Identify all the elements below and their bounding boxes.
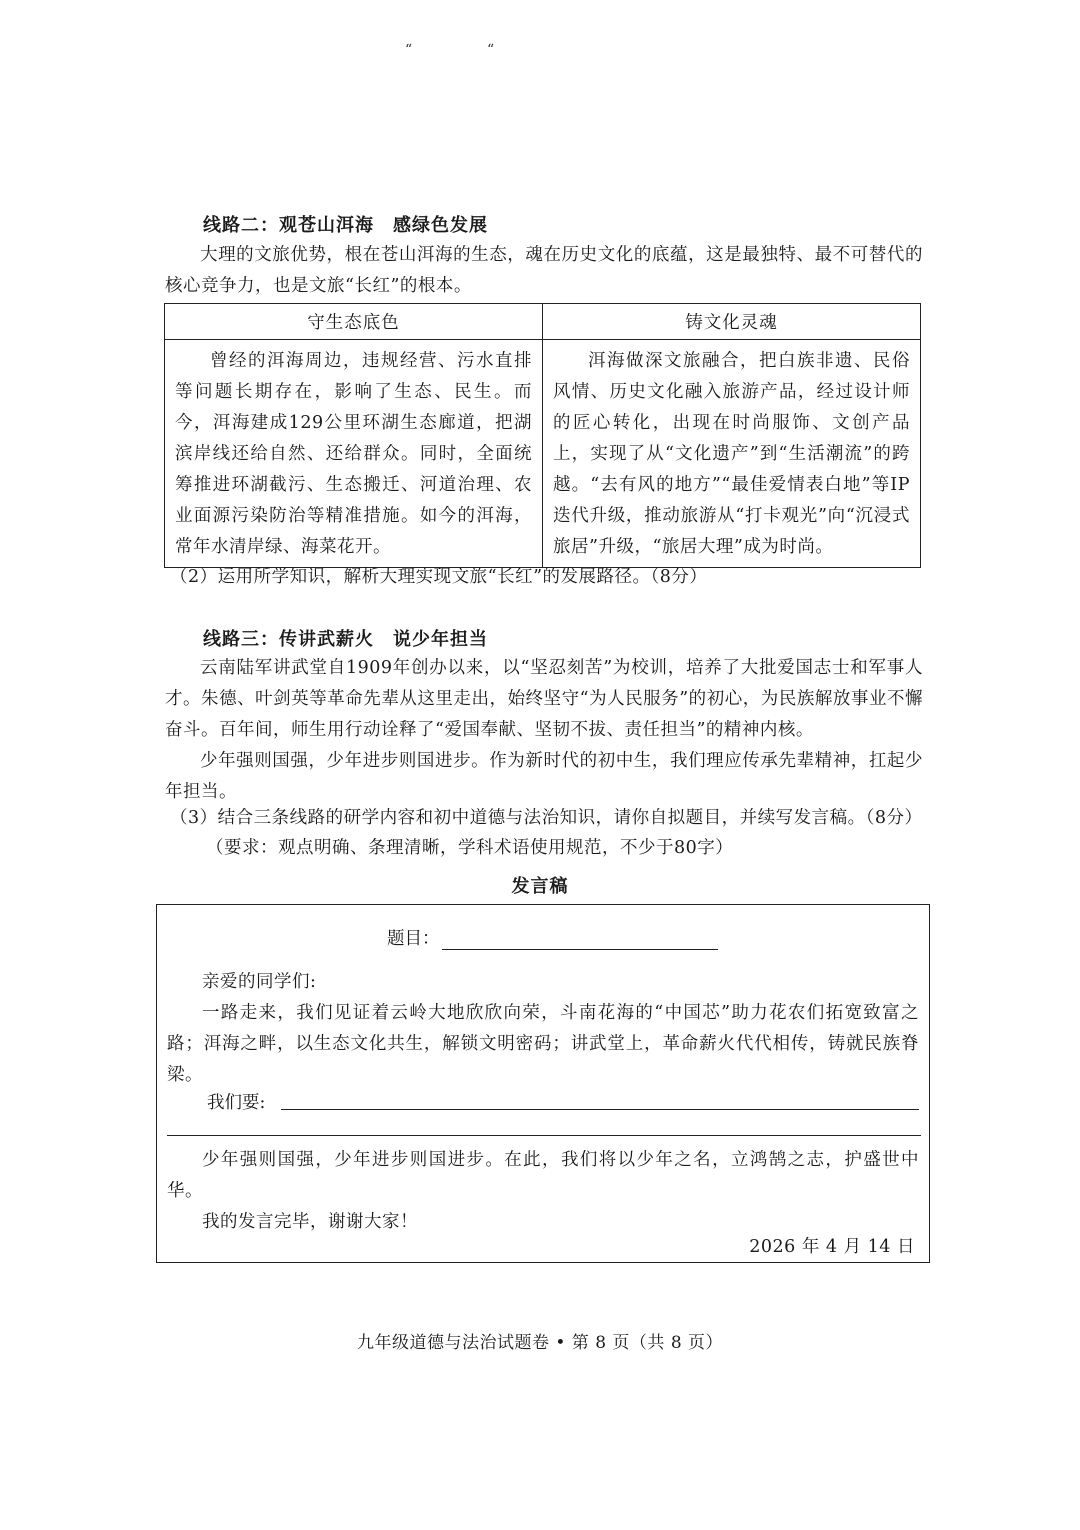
topic-label: 题目： (387, 929, 440, 949)
we-label: 我们要: (207, 1093, 266, 1113)
speech-closing: 我的发言完毕，谢谢大家！ (202, 1212, 418, 1232)
speech-title: 发言稿 (511, 876, 569, 897)
table-header-ecology: 守生态底色 (165, 304, 543, 340)
route3-paragraph-2: 少年强则国强，少年进步则国进步。作为新时代的初中生，我们理应传承先辈精神，扛起少年担当。 (165, 751, 923, 802)
route2-heading: 线路二：观苍山洱海 感绿色发展 (203, 215, 488, 236)
route3-heading: 线路三：传讲武薪火 说少年担当 (203, 629, 488, 650)
table-header-culture: 铸文化灵魂 (543, 304, 921, 340)
top-quote-marks (405, 42, 505, 62)
speech-body-2: 少年强则国强，少年进步则国进步。在此，我们将以少年之名，立鸿鹄之志，护盛世中华。 (167, 1150, 919, 1201)
quote-mark: “ (487, 42, 495, 58)
question-3: （3）结合三条线路的研学内容和初中道德与法治知识，请你自拟题目，并续写发言稿。（8分） (170, 808, 923, 828)
we-row (207, 1089, 919, 1114)
speech-greeting: 亲爱的同学们: (202, 972, 317, 992)
topic-answer-line[interactable] (442, 929, 718, 950)
table-cell-ecology: 曾经的洱海周边，违规经营、污水直排等问题长期存在，影响了生态、民生。而今，洱海建成129公里环湖生态廊道，把湖滨岸线还给自然、还给群众。同时，全面统筹推进环湖截污、生态搬迁、河道治理、农业面源污染防治等精准措施。如今的洱海，常年水清岸绿、海菜花开。 (165, 340, 543, 568)
speech-date: 2026 年 4 月 14 日 (749, 1237, 915, 1257)
question-3-requirement: （要求：观点明确、条理清晰，学科术语使用规范，不少于80字） (206, 838, 734, 858)
route2-intro: 大理的文旅优势，根在苍山洱海的生态，魂在历史文化的底蕴，这是最独特、最不可替代的核心竞争力，也是文旅“长红”的根本。 (165, 245, 923, 296)
we-answer-line[interactable] (281, 1109, 919, 1110)
page-footer: 九年级道德与法治试题卷 • 第 8 页（共 8 页） (356, 1333, 724, 1353)
quote-mark: “ (405, 42, 413, 58)
speech-box (156, 904, 930, 1263)
question-2: （2）运用所学知识，解析大理实现文旅“长红”的发展路径。（8分） (170, 567, 708, 587)
route3-paragraph-1: 云南陆军讲武堂自1909年创办以来，以“坚忍刻苦”为校训，培养了大批爱国志士和军事人才。朱德、叶剑英等革命先辈从这里走出，始终坚守“为人民服务”的初心，为民族解放事业不懈奋斗。百年间，师生用行动诠释了“爱国奉献、坚韧不拔、责任担当”的精神内核。 (165, 658, 923, 740)
answer-line[interactable] (167, 1135, 921, 1136)
speech-body-1: 一路走来，我们见证着云岭大地欣欣向荣，斗南花海的“中国芯”助力花农们拓宽致富之路；洱海之畔，以生态文化共生，解锁文明密码；讲武堂上，革命薪火代代相传，铸就民族脊梁。 (167, 1003, 919, 1085)
table-cell-culture: 洱海做深文旅融合，把白族非遗、民俗风情、历史文化融入旅游产品，经过设计师的匠心转化，出现在时尚服饰、文创产品上，实现了从“文化遗产”到“生活潮流”的跨越。“去有风的地方”“最佳爱情表白地”等IP迭代升级，推动旅游从“打卡观光”向“沉浸式旅居”升级，“旅居大理”成为时尚。 (543, 340, 921, 568)
topic-row (387, 925, 718, 950)
route2-comparison-table (164, 303, 921, 568)
